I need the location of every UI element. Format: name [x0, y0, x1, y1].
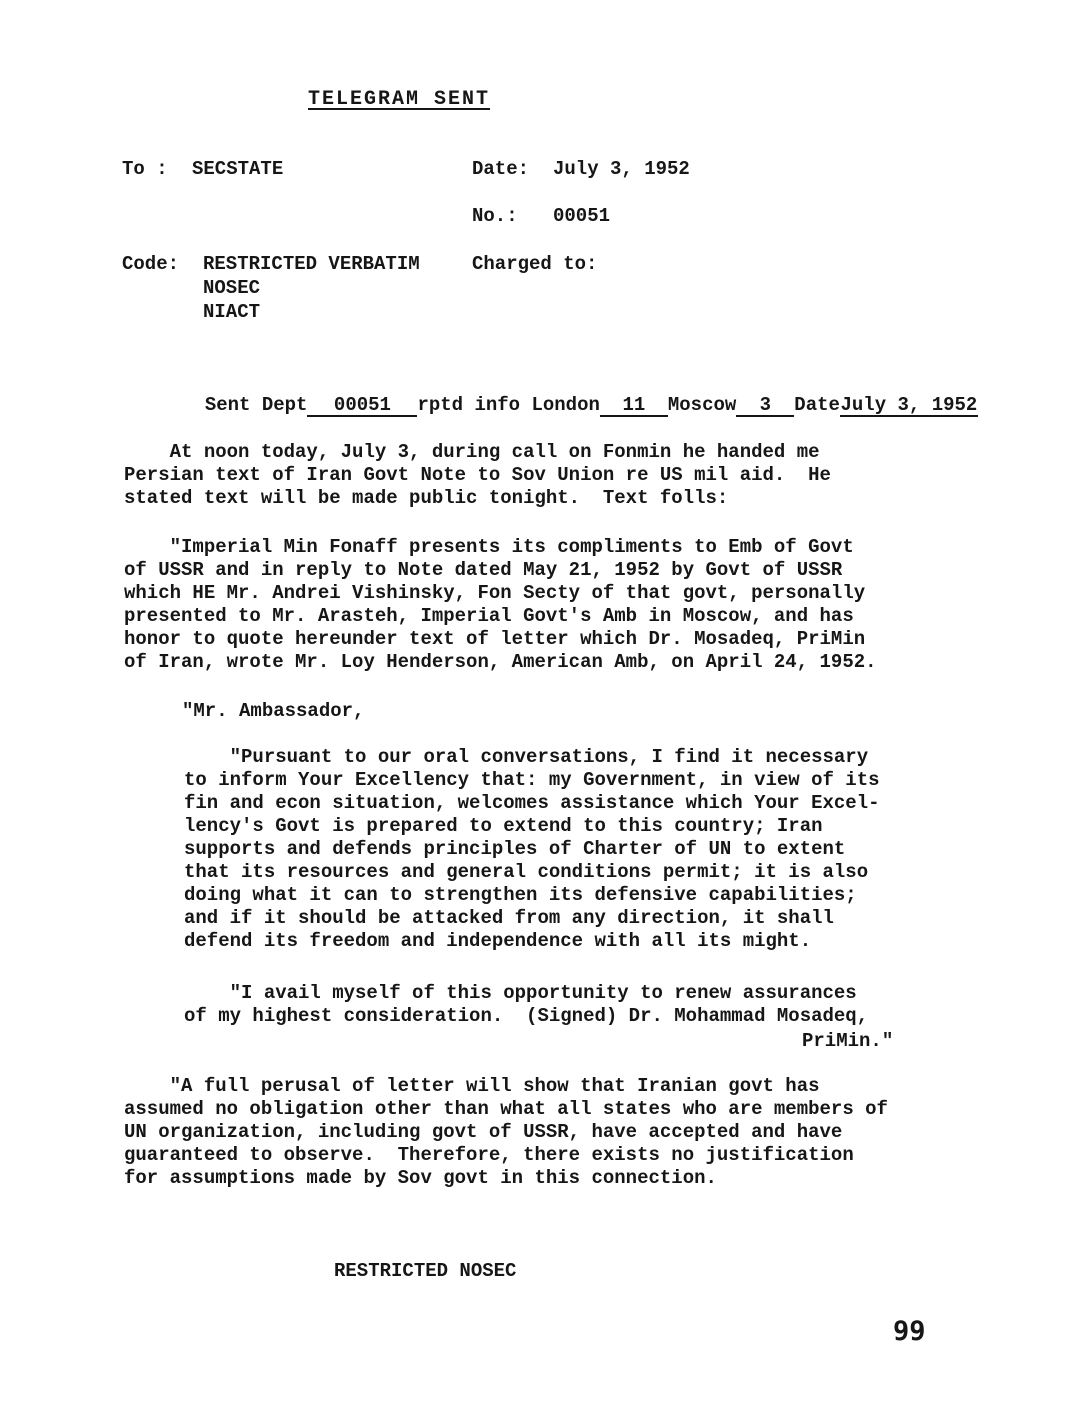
code-line-3: NIACT — [203, 301, 261, 323]
paragraph-intro: At noon today, July 3, during call on Fonmin he handed me Persian text of Iran Govt Note to Sov Union re US mil aid. He stated text will be made public tonight. Text folls: — [124, 441, 831, 509]
page-number: 99 — [893, 1316, 926, 1347]
rptd-info-label: rptd info London — [417, 394, 600, 416]
paragraph-closing: "I avail myself of this opportunity to renew assurances of my highest consideration. (Signed) Dr. Mohammad Mosadeq, — [184, 982, 869, 1027]
salutation: "Mr. Ambassador, — [182, 700, 365, 722]
moscow-number: 3 — [736, 395, 794, 417]
number-value: 00051 — [553, 205, 611, 227]
moscow-label: Moscow — [667, 394, 737, 416]
paragraph-letter: "Pursuant to our oral conversations, I find it necessary to inform Your Excellency that: my Government, in view of its fin and econ situation, welcomes assistance which Your Excel- lency's Govt is prepared to extend to this country; Iran supports and defends principles of Charter of UN to extent that its resources and general conditions permit; it is also doing what it can to strengthen its defensive capabilities; and if it should be attacked from any direction, it shall defend its freedom and independence with all its might. — [184, 746, 880, 952]
paragraph-note: "Imperial Min Fonaff presents its compliments to Emb of Govt of USSR and in reply to Note dated May 21, 1952 by Govt of USSR which HE Mr. Andrei Vishinsky, Fon Secty of that govt, personally presented to Mr. Arasteh, Imperial Govt's Amb in Moscow, and has honor to quote hereunder text of letter which Dr. Mosadeq, PriMin of Iran, wrote Mr. Loy Henderson, American Amb, on April 24, 1952. — [124, 536, 877, 673]
number-label: No.: — [472, 205, 518, 227]
sent-dept-number: 00051 — [307, 395, 417, 417]
date-label: Date: — [472, 158, 530, 180]
to-value: SECSTATE — [192, 158, 284, 180]
charged-to-label: Charged to: — [472, 253, 598, 275]
code-label: Code: — [122, 253, 180, 275]
date-value: July 3, 1952 — [553, 158, 690, 180]
sent-dept-label: Sent Dept — [204, 394, 308, 416]
telegram-title: TELEGRAM SENT — [308, 88, 491, 111]
code-line-1: RESTRICTED VERBATIM — [203, 253, 420, 275]
paragraph-conclusion: "A full perusal of letter will show that Iranian govt has assumed no obligation other than what all states who are members of UN organization, including govt of USSR, have accepted and have guaranteed to observe. Therefore, there exists no justification for assumptions made by Sov govt in this connection. — [124, 1075, 888, 1189]
sent-line — [182, 372, 978, 417]
classification-footer: RESTRICTED NOSEC — [334, 1260, 517, 1282]
sent-date-value: July 3, 1952 — [840, 394, 978, 416]
to-label: To : — [122, 158, 168, 180]
london-number: 11 — [600, 395, 668, 417]
signature-title: PriMin." — [802, 1030, 894, 1052]
code-line-2: NOSEC — [203, 277, 261, 299]
sent-date-label: Date — [794, 394, 840, 416]
